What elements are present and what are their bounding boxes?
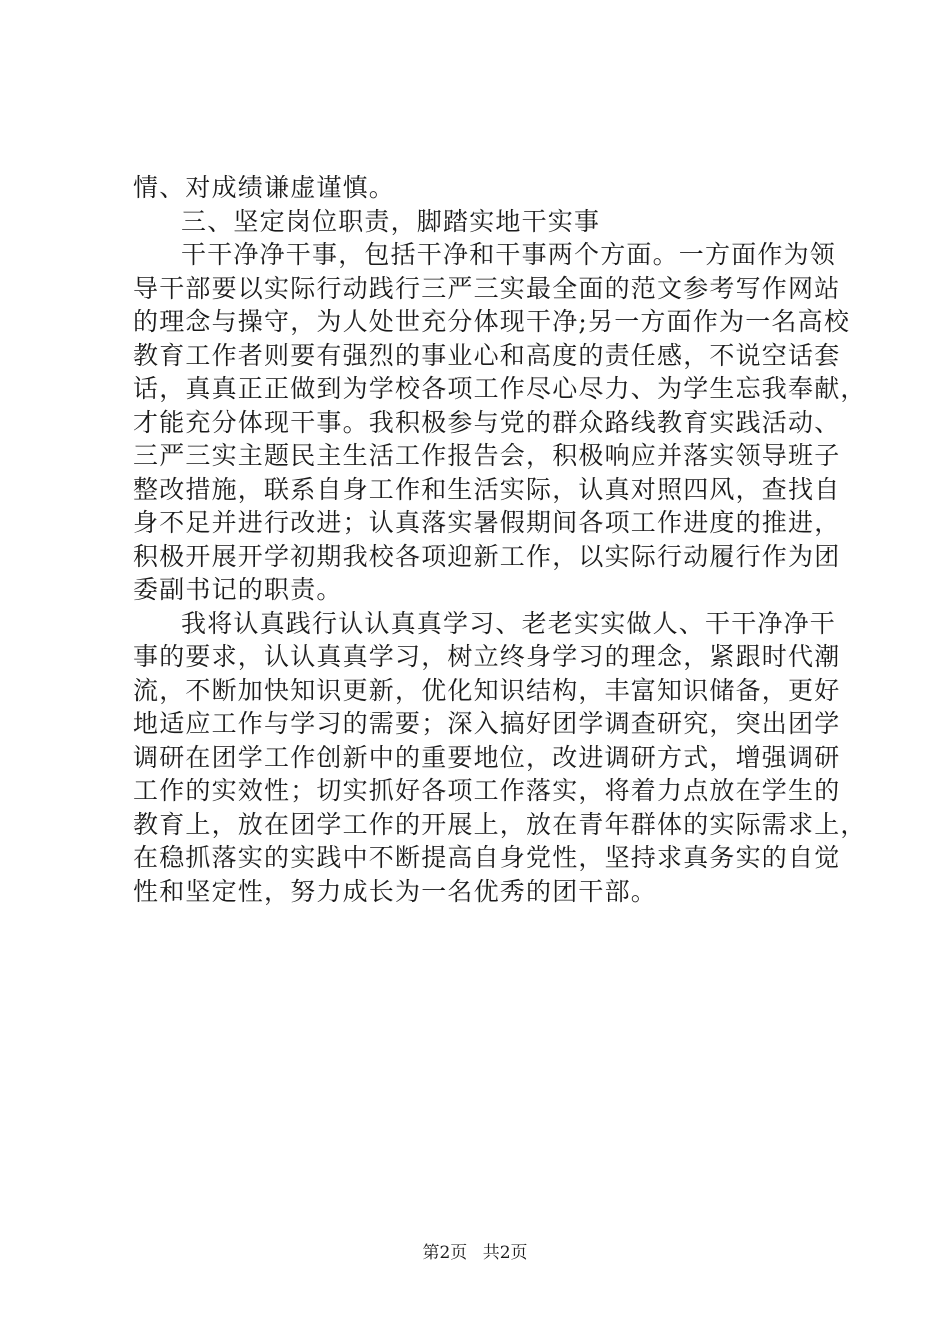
text-line: 工作的实效性；切实抓好各项工作落实，将着力点放在学生的 bbox=[133, 776, 841, 805]
text-line: 情、对成绩谦虚谨慎。 bbox=[133, 173, 396, 202]
paragraph-1 bbox=[133, 238, 867, 607]
text-line: 在稳抓落实的实践中不断提高自身党性，坚持求真务实的自觉 bbox=[133, 843, 841, 872]
text-line: 事的要求，认认真真学习，树立终身学习的理念，紧跟时代潮 bbox=[133, 642, 841, 671]
text-line: 教育工作者则要有强烈的事业心和高度的责任感，不说空话套 bbox=[133, 340, 841, 370]
text-line: 流，不断加快知识更新，优化知识结构，丰富知识储备，更好 bbox=[133, 675, 841, 705]
text-line: 委副书记的职责。 bbox=[133, 575, 343, 604]
text-line: 导干部要以实际行动践行三严三实最全面的范文参考写作网站 bbox=[133, 273, 841, 303]
text-line: 身不足并进行改进；认真落实暑假期间各项工作进度的推进， bbox=[133, 508, 841, 537]
text-line: 我将认真践行认认真真学习、老老实实做人、干干净净干 bbox=[181, 608, 837, 638]
text-line: 才能充分体现干事。我积极参与党的群众路线教育实践活动、 bbox=[133, 407, 841, 437]
paragraph-2 bbox=[133, 607, 867, 909]
text-line: 三严三实主题民主生活工作报告会，积极响应并落实领导班子 bbox=[133, 441, 841, 470]
text-line: 地适应工作与学习的需要；深入搞好团学调查研究，突出团学 bbox=[133, 709, 841, 738]
page-footer bbox=[0, 1242, 950, 1264]
text-line: 干干净净干事，包括干净和干事两个方面。一方面作为领 bbox=[181, 240, 837, 269]
text-line: 性和坚定性，努力成长为一名优秀的团干部。 bbox=[133, 876, 658, 906]
text-line: 的理念与操守，为人处世充分体现干净;另一方面作为一名高校 bbox=[133, 307, 851, 336]
text-line: 整改措施，联系自身工作和生活实际，认真对照四风，查找自 bbox=[133, 474, 841, 504]
text-line: 话，真真正正做到为学校各项工作尽心尽力、为学生忘我奉献， bbox=[133, 374, 867, 403]
page-number: 第2页 bbox=[422, 1243, 468, 1263]
text-line: 教育上，放在团学工作的开展上，放在青年群体的实际需求上， bbox=[133, 809, 867, 839]
text-line: 调研在团学工作创新中的重要地位，改进调研方式，增强调研 bbox=[133, 742, 841, 772]
document-body bbox=[133, 171, 867, 908]
section-heading: 三、坚定岗位职责，脚踏实地干实事 bbox=[181, 206, 601, 236]
text-line: 积极开展开学初期我校各项迎新工作，以实际行动履行作为团 bbox=[133, 541, 841, 571]
page-total: 共2页 bbox=[482, 1243, 528, 1263]
